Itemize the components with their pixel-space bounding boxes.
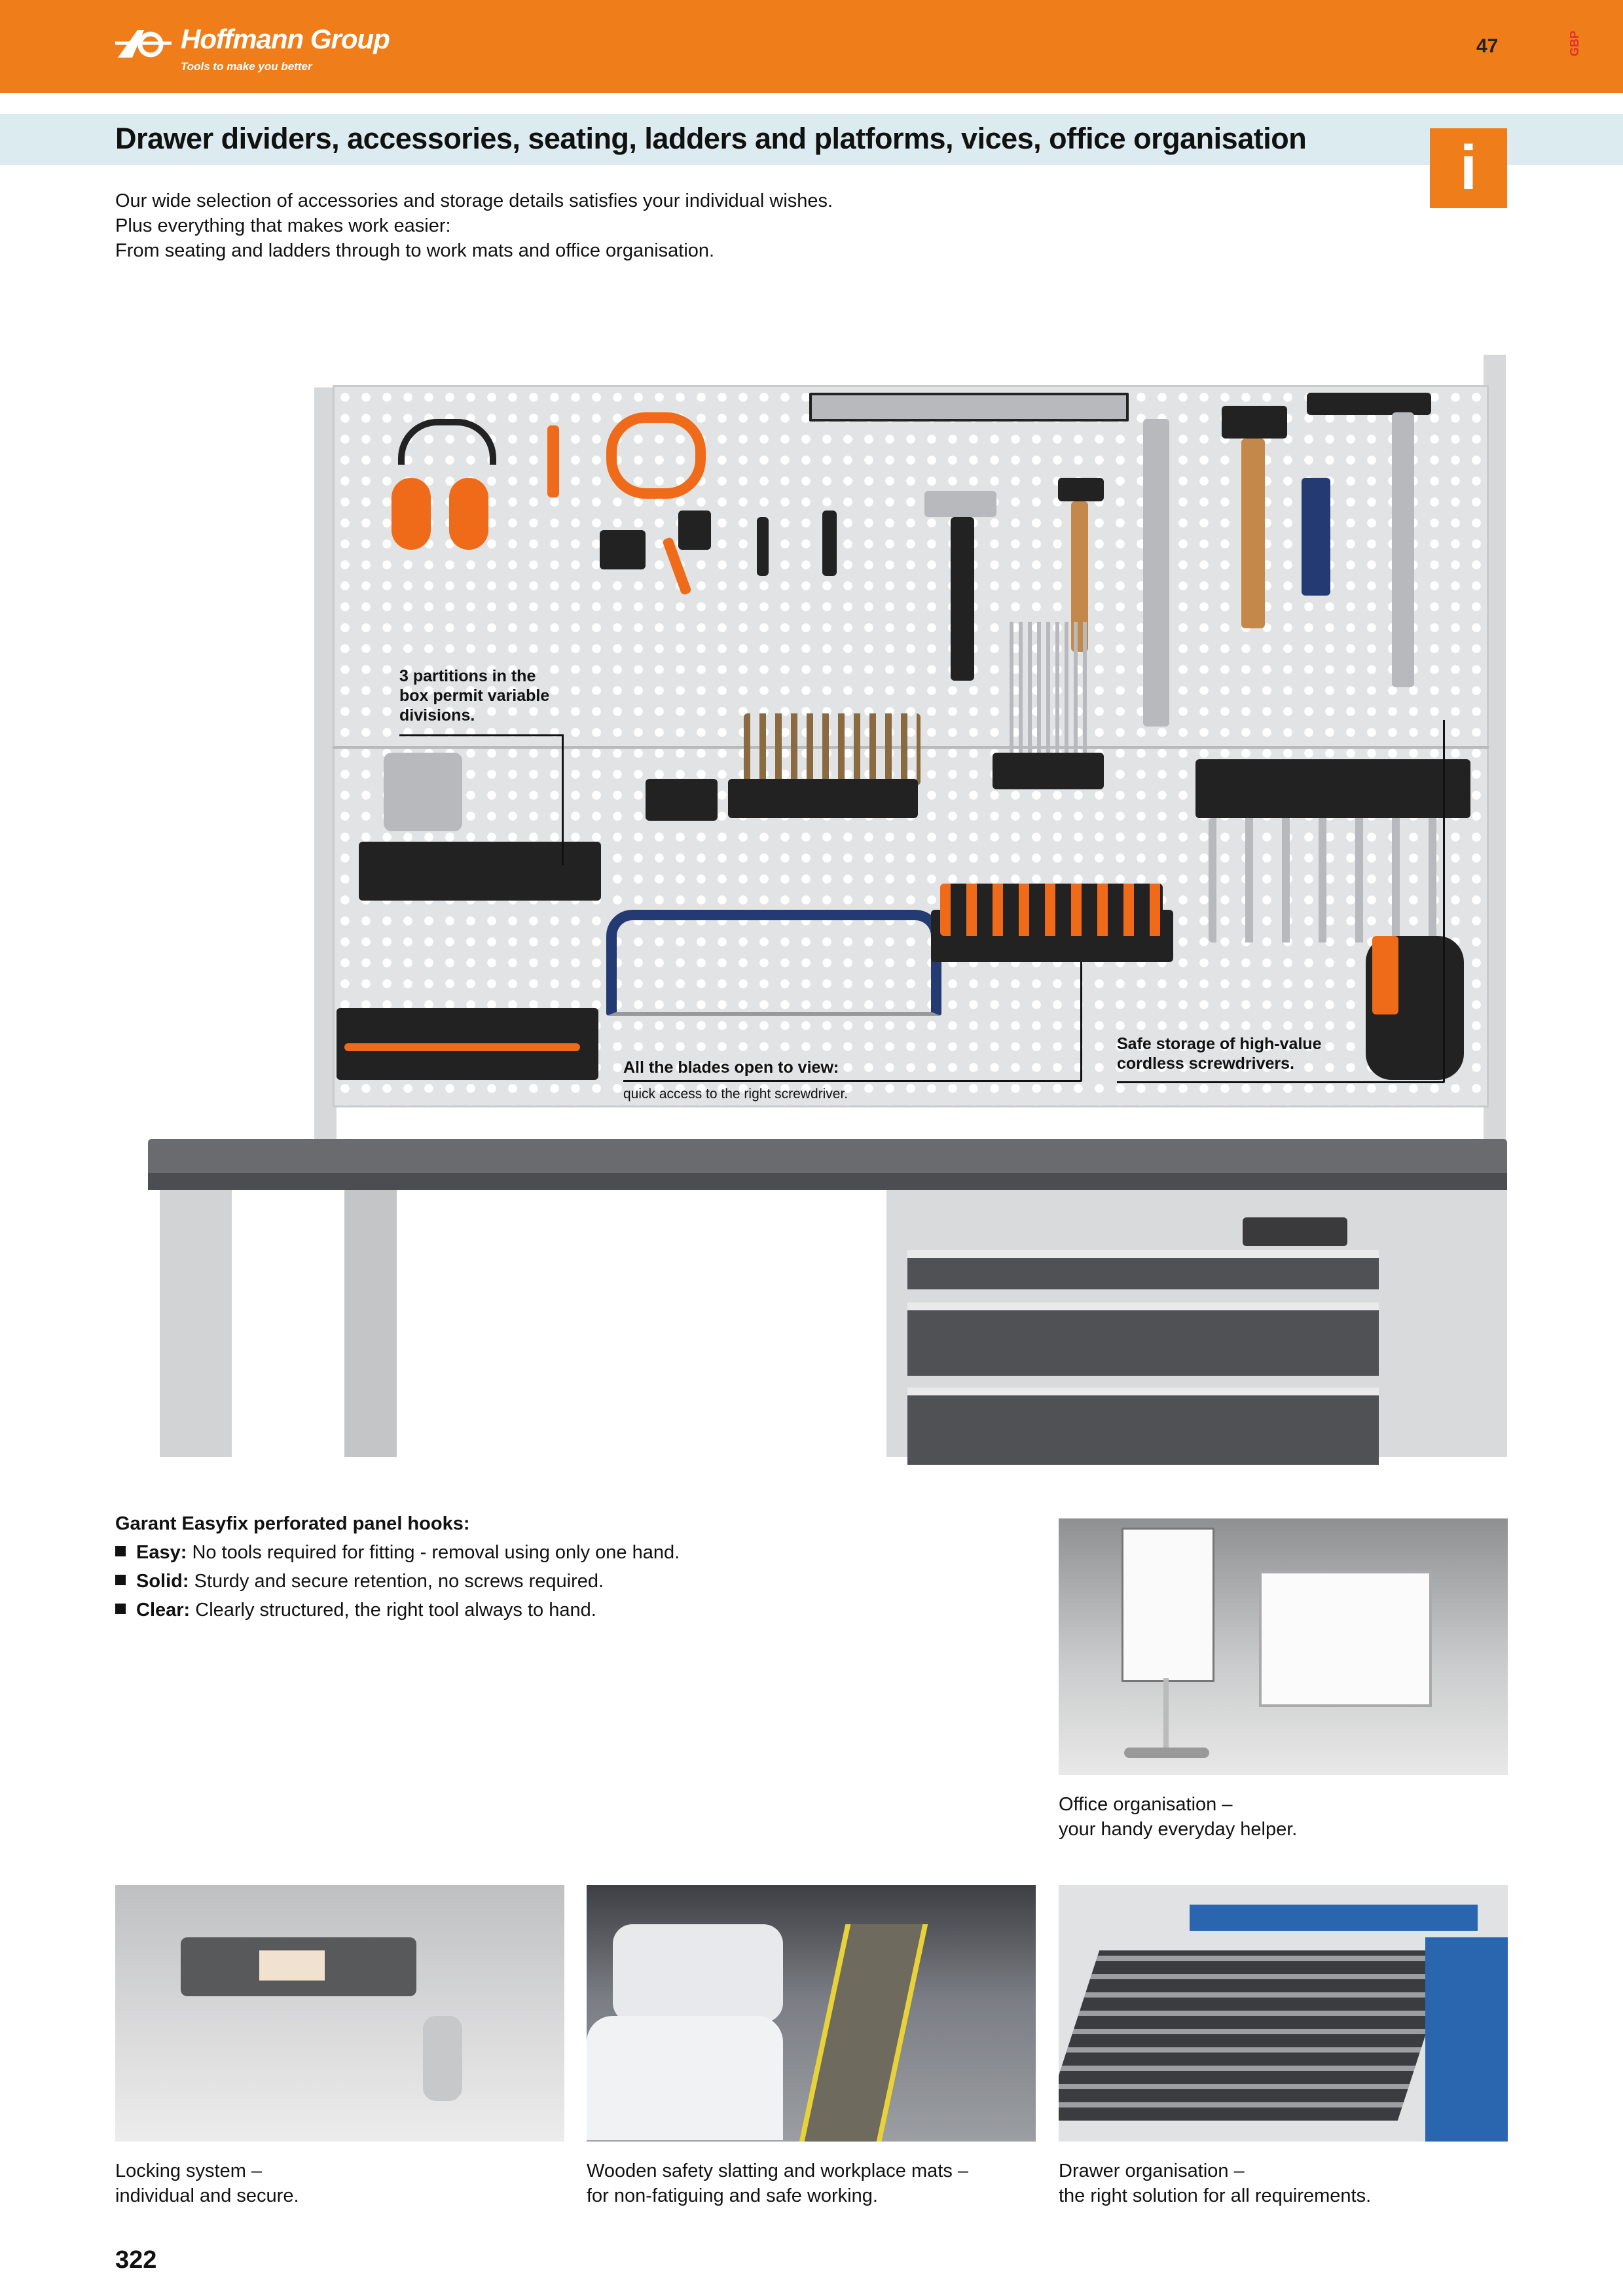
whiteboard-icon [1259, 1571, 1432, 1707]
spanners-icon [1209, 818, 1457, 942]
pliers-icon [547, 425, 559, 497]
clamp-handle-icon [1302, 478, 1330, 596]
lock-icon [1243, 1217, 1347, 1246]
allen-keys-icon [1010, 622, 1088, 753]
region-label: GBP [1568, 30, 1581, 56]
workplace-mats-photo [587, 1885, 1036, 2142]
workbench-illustration [148, 347, 1507, 1457]
brand-tagline: Tools to make you better [181, 60, 312, 73]
drawer-organisation-photo [1059, 1885, 1508, 2142]
countersink-holder-icon [646, 779, 718, 821]
feature-label: Easy: [136, 1542, 187, 1563]
intro-line: From seating and ladders through to work mats and office organisation. [115, 240, 715, 261]
safety-mat-icon [799, 1924, 928, 2142]
caption-line: Office organisation – [1059, 1794, 1233, 1815]
flipchart-base-icon [1124, 1748, 1209, 1758]
caption-line: Drawer organisation – [1059, 2161, 1245, 2181]
caption-line: for non-fatiguing and safe working. [587, 2185, 878, 2206]
page-number: 322 [115, 2246, 157, 2274]
caption-line: individual and secure. [115, 2185, 299, 2206]
drawer-inserts-icon [1059, 1950, 1453, 2121]
lock-label-icon [259, 1950, 325, 1981]
drill-bits-icon [744, 713, 921, 785]
feature-text: Clearly structured, the right tool always to hand. [190, 1600, 596, 1621]
callout-blades-sub: quick access to the right screwdriver. [623, 1086, 848, 1102]
storage-box-icon [359, 842, 601, 901]
callout-line: 3 partitions in the [399, 667, 536, 685]
drill-bit-holder-icon [728, 779, 918, 818]
spray-cans-icon [384, 753, 462, 831]
worktop-edge [148, 1173, 1507, 1190]
brand-logo [115, 22, 390, 81]
feature-item [115, 1571, 604, 1592]
info-icon: i [1430, 128, 1507, 208]
callout-line: box permit variable [399, 687, 550, 705]
intro-text [115, 188, 833, 263]
allen-key-holder-icon [993, 753, 1104, 789]
office-caption [1059, 1792, 1297, 1842]
callout-blades: All the blades open to view: [623, 1058, 839, 1077]
drawer [907, 1302, 1379, 1376]
feature-label: Solid: [136, 1571, 189, 1592]
callout-leader [399, 734, 563, 736]
drawer-caption [1059, 2159, 1371, 2208]
callout-leader [1443, 720, 1445, 1083]
callout-line: divisions. [399, 706, 475, 725]
hoffmann-logo-icon [115, 25, 174, 62]
screwdrivers-icon [940, 884, 1163, 936]
hammer-head-icon [924, 491, 996, 517]
callout-leader [623, 1080, 1082, 1082]
callout-leader [1117, 1081, 1444, 1083]
feature-label: Clear: [136, 1600, 191, 1621]
features-heading: Garant Easyfix perforated panel hooks: [115, 1513, 470, 1534]
hacksaw-icon [606, 910, 941, 1016]
locking-caption [115, 2159, 299, 2208]
callout-leader [1080, 962, 1082, 1081]
hammer-icon [1241, 439, 1265, 628]
caption-line: the right solution for all requirements. [1059, 2185, 1372, 2206]
drawer [907, 1388, 1379, 1465]
cabinet-side-icon [1425, 1937, 1508, 2142]
callout-storage [1117, 1034, 1322, 1073]
flipchart-stand-icon [1163, 1678, 1169, 1750]
intro-line: Plus everything that makes work easier: [115, 215, 451, 236]
hammer-icon [951, 517, 974, 681]
feature-item [115, 1600, 596, 1621]
key-icon [423, 2016, 462, 2101]
page-title: Drawer dividers, accessories, seating, ladders and platforms, vices, office organisation [115, 122, 1307, 155]
office-organisation-photo [1059, 1518, 1508, 1775]
section-number: 47 [1476, 35, 1499, 57]
clamp-icon [1307, 393, 1431, 415]
clamp-bar-icon [1392, 412, 1414, 687]
car-icon [587, 2016, 783, 2140]
bench-leg [160, 1190, 232, 1457]
feature-text: No tools required for fitting - removal using only one hand. [187, 1542, 680, 1563]
label-strip-icon [344, 1043, 580, 1051]
ear-cup-icon [449, 478, 488, 550]
callout-leader [562, 734, 564, 865]
brand-name: Hoffmann Group [181, 24, 390, 54]
bullet-icon [115, 1575, 126, 1585]
cordless-screwdriver-grip-icon [1372, 936, 1398, 1014]
car-icon [613, 1924, 783, 2022]
spanner-holder-icon [1195, 759, 1470, 818]
drawer [907, 1250, 1379, 1289]
flipchart-icon [1122, 1528, 1214, 1682]
caption-line: Wooden safety slatting and workplace mats – [587, 2161, 969, 2181]
caption-line: your handy everyday helper. [1059, 1819, 1298, 1840]
locking-system-photo [115, 1885, 564, 2142]
bench-leg [344, 1190, 397, 1457]
mats-caption [587, 2159, 968, 2208]
feature-item [115, 1542, 680, 1564]
scissors-icon [600, 530, 646, 569]
feature-text: Sturdy and secure retention, no screws required. [189, 1571, 604, 1592]
callout-line: Safe storage of high-value [1117, 1035, 1322, 1053]
hammer-head-icon [1222, 406, 1287, 439]
holder-icon [822, 511, 837, 576]
callout-partitions [399, 666, 549, 725]
ear-cup-icon [392, 478, 431, 550]
callout-line: cordless screwdrivers. [1117, 1054, 1294, 1073]
caption-line: Locking system – [115, 2161, 263, 2181]
bullet-icon [115, 1604, 126, 1614]
marker-icon [757, 517, 769, 576]
spirit-level-icon [809, 393, 1129, 422]
drawer-front-icon [1190, 1905, 1478, 1931]
intro-line: Our wide selection of accessories and storage details satisfies your individual wishes. [115, 190, 833, 211]
try-square-icon [1143, 419, 1169, 726]
tape-roll-icon [606, 412, 706, 499]
hammer-head-icon [1058, 478, 1104, 501]
bullet-icon [115, 1546, 126, 1556]
hook-icon [678, 511, 711, 550]
